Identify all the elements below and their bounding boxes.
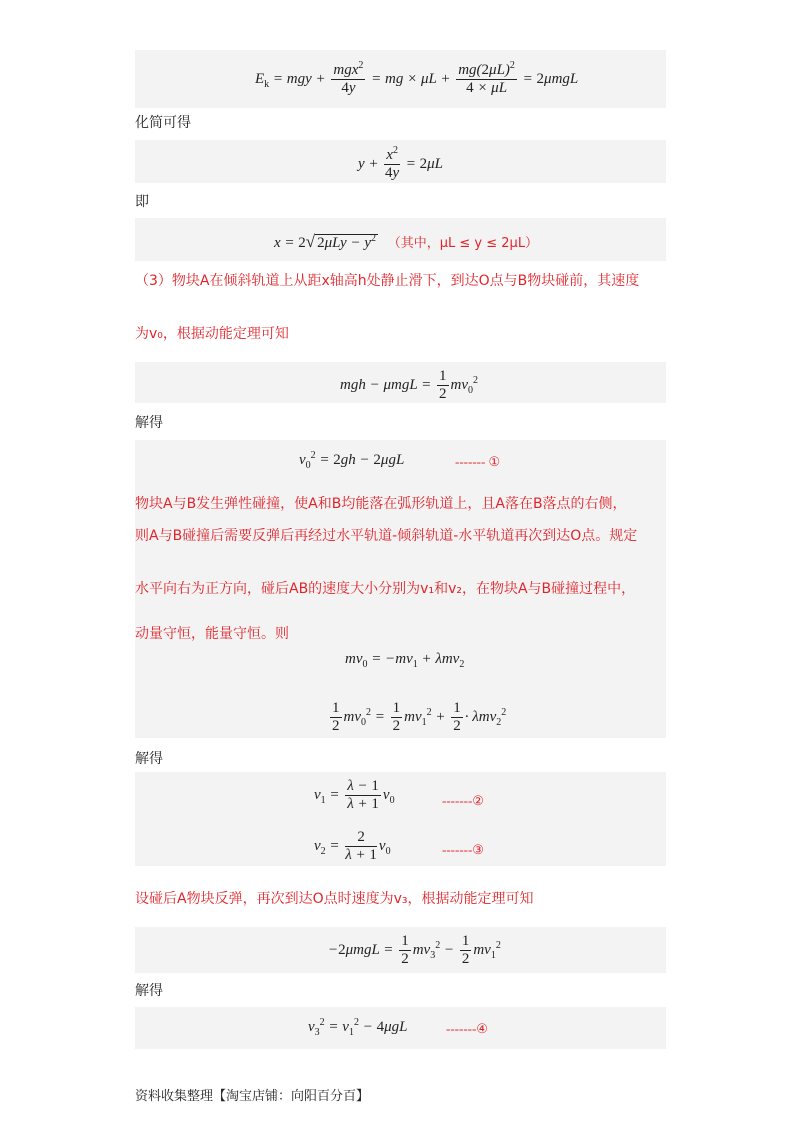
label-jiede-3: 解得 [135,983,163,999]
paragraph-rebound: 设碰后A物块反弹，再次到达O点时速度为v₃，根据动能定理可知 [135,891,534,907]
footer-source: 资料收集整理【淘宝店铺：向阳百分百】 [135,1089,370,1104]
paragraph-collision-line3: 水平向右为正方向，碰后AB的速度大小分别为v₁和v₂，在物块A与B碰撞过程中， [135,581,636,597]
equation-v2: $v_2$ = $\frac{2}{\lambda + 1}$ $v_0$ [314,829,391,864]
equation-simplified: y + $\frac{x^2}{4y}$ = 2μL [358,145,443,182]
equation-tag-2: -------② [442,793,484,808]
label-ie: 即 [135,194,149,210]
equation-v0-squared: $v_0^2 = 2gh - 2\mu gL$ [299,450,405,471]
equation-tag-4: -------④ [446,1021,488,1036]
label-simplify: 化简可得 [135,115,191,131]
equation-energy-theorem-2: −2μmgL = $\frac{1}{2}$ $mv_3^2$ − $\frac{1}{2}$ $mv_1^2$ [328,933,501,968]
paragraph-collision-line4: 动量守恒，能量守恒。则 [135,626,289,642]
paragraph-collision-line2: 则A与B碰撞后需要反弹后再经过水平轨道-倾斜轨道-水平轨道再次到达O点。规定 [135,528,638,544]
equation-band-6 [135,772,666,866]
equation-energy-theorem-1: mgh − μmgL = $\frac{1}{2}$ $mv_0^2$ [340,368,479,403]
paragraph-part3-line2: 为v₀，根据动能定理可知 [135,326,289,342]
equation-x-of-y: x = 2√ $2\mu Ly - y^2$ （其中，μL ≤ y ≤ 2μL） [274,232,539,251]
equation-momentum: $mv_0 = -mv_1 + \lambda mv_2$ [345,651,465,670]
equation-kinetic-energy: $E_k$ = mgy + $\frac{mgx^2}{4y}$ = mg × μL + $\frac{mg(2\mu L)^2}{4 \times \mu L}$ = 2μmgL [255,60,579,97]
equation-v3-squared: $v_3^2 = v_1^2 - 4\mu gL$ [308,1017,408,1038]
paragraph-collision-line1: 物块A与B发生弹性碰撞，使A和B均能落在弧形轨道上，且A落在B落点的右侧， [135,496,627,512]
equation-tag-1: ------- ① [455,454,501,469]
paragraph-part3-line1: （3）物块A在倾斜轨道上从距x轴高h处静止滑下，到达O点与B物块碰前，其速度 [135,273,640,289]
equation-v1: $v_1$ = $\frac{\lambda - 1}{\lambda + 1}$ $v_0$ [314,778,395,813]
equation-tag-3: -------③ [442,842,484,857]
condition-note: （其中，μL ≤ y ≤ 2μL） [387,236,539,251]
equation-energy-conservation: $\frac{1}{2}$ $mv_0^2$ = $\frac{1}{2}$ $mv_1^2$ + $\frac{1}{2}$ · λmv$_2^2$ [332,700,507,735]
label-jiede-2: 解得 [135,751,163,767]
label-jiede-1: 解得 [135,415,163,431]
